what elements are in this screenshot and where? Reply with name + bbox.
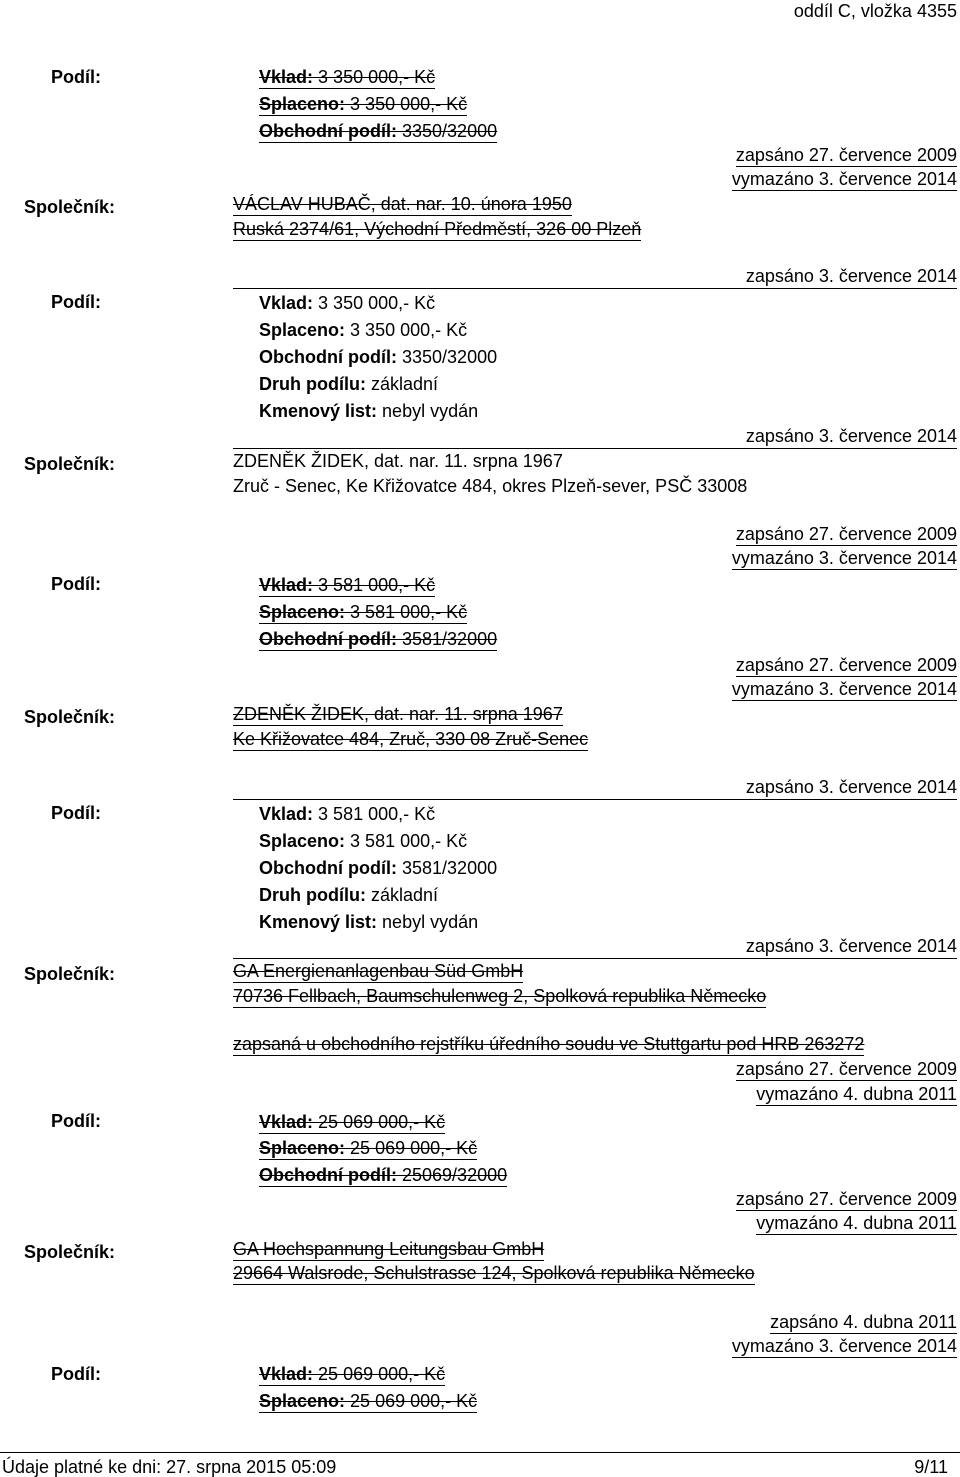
divider <box>233 288 957 289</box>
spolecnik-label: Společník: <box>24 964 116 984</box>
p3-obchodni: Obchodní podíl: 3581/32000 <box>259 629 498 649</box>
p4-kmenovy: Kmenový list: nebyl vydán <box>259 912 479 932</box>
p6-splaceno: Splaceno: 25 069 000,- Kč <box>259 1391 478 1411</box>
p2-zapsano: zapsáno 3. července 2014 <box>745 266 957 286</box>
spolecnik-label: Společník: <box>24 707 116 727</box>
s3-line1: ZDENĚK ŽIDEK, dat. nar. 11. srpna 1967 <box>233 704 563 724</box>
p3-zapsano: zapsáno 27. července 2009 <box>735 524 957 544</box>
s4-line1: GA Energienanlagenbau Süd GmbH <box>233 961 524 981</box>
p6-vymazano: vymazáno 3. července 2014 <box>731 1336 957 1356</box>
s1-line1: VÁCLAV HUBAČ, dat. nar. 10. února 1950 <box>233 194 572 214</box>
p2-splaceno: Splaceno: 3 350 000,- Kč <box>259 320 468 340</box>
s2-zapsano: zapsáno 3. července 2014 <box>745 426 957 446</box>
s3-vymazano: vymazáno 3. července 2014 <box>731 679 957 699</box>
s5-vymazano: vymazáno 4. dubna 2011 <box>756 1213 957 1233</box>
p3-splaceno: Splaceno: 3 581 000,- Kč <box>259 602 468 622</box>
footer-page-number: 9/11 <box>914 1457 948 1477</box>
p2-obchodni: Obchodní podíl: 3350/32000 <box>259 347 498 367</box>
p3-vymazano: vymazáno 3. července 2014 <box>731 548 957 568</box>
divider <box>233 958 957 959</box>
p6-zapsano: zapsáno 4. dubna 2011 <box>770 1312 957 1332</box>
p5-vymazano: vymazáno 4. dubna 2011 <box>756 1084 957 1104</box>
podil-label: Podíl: <box>51 803 101 823</box>
p4-splaceno: Splaceno: 3 581 000,- Kč <box>259 831 468 851</box>
s4-line2: 70736 Fellbach, Baumschulenweg 2, Spolková republika Německo <box>233 986 767 1006</box>
s4-line3: zapsaná u obchodního rejstříku úředního soudu ve Stuttgartu pod HRB 263272 <box>233 1034 865 1054</box>
p4-zapsano: zapsáno 3. července 2014 <box>745 777 957 797</box>
podil-label: Podíl: <box>51 67 101 87</box>
p2-vklad: Vklad: 3 350 000,- Kč <box>259 293 436 313</box>
p2-druh: Druh podílu: základní <box>259 374 439 394</box>
s5-line2: 29664 Walsrode, Schulstrasse 124, Spolková republika Německo <box>233 1263 755 1283</box>
s2-line2: Zruč - Senec, Ke Křižovatce 484, okres Plzeň-sever, PSČ 33008 <box>233 476 748 496</box>
p5-obchodni: Obchodní podíl: 25069/32000 <box>259 1165 508 1185</box>
p5-zapsano: zapsáno 27. července 2009 <box>735 1059 957 1079</box>
p4-druh: Druh podílu: základní <box>259 885 439 905</box>
p4-obchodni: Obchodní podíl: 3581/32000 <box>259 858 498 878</box>
s1-line2: Ruská 2374/61, Východní Předměstí, 326 00 Plzeň <box>233 219 642 239</box>
p4-vklad: Vklad: 3 581 000,- Kč <box>259 804 436 824</box>
divider <box>233 448 957 449</box>
podil-label: Podíl: <box>51 292 101 312</box>
page-header: oddíl C, vložka 4355 <box>793 1 957 21</box>
podil-label: Podíl: <box>51 1364 101 1384</box>
spolecnik-label: Společník: <box>24 197 116 217</box>
p6-vklad: Vklad: 25 069 000,- Kč <box>259 1364 446 1384</box>
s2-line1: ZDENĚK ŽIDEK, dat. nar. 11. srpna 1967 <box>233 451 563 471</box>
p5-vklad: Vklad: 25 069 000,- Kč <box>259 1112 446 1132</box>
s5-zapsano: zapsáno 27. července 2009 <box>735 1189 957 1209</box>
p1-obchodni: Obchodní podíl: 3350/32000 <box>259 121 498 141</box>
s1-zapsano: zapsáno 27. července 2009 <box>735 145 957 165</box>
podil-label: Podíl: <box>51 574 101 594</box>
p2-kmenovy: Kmenový list: nebyl vydán <box>259 401 479 421</box>
s4-zapsano: zapsáno 3. července 2014 <box>745 936 957 956</box>
podil-label: Podíl: <box>51 1111 101 1131</box>
spolecnik-label: Společník: <box>24 1242 116 1262</box>
spolecnik-label: Společník: <box>24 454 116 474</box>
p1-vklad: Vklad: 3 350 000,- Kč <box>259 67 436 87</box>
p3-vklad: Vklad: 3 581 000,- Kč <box>259 575 436 595</box>
footer-valid-date: Údaje platné ke dni: 27. srpna 2015 05:09 <box>2 1457 337 1477</box>
s3-zapsano: zapsáno 27. července 2009 <box>735 655 957 675</box>
p1-splaceno: Splaceno: 3 350 000,- Kč <box>259 94 468 114</box>
footer-divider <box>0 1452 960 1453</box>
divider <box>233 799 957 800</box>
s1-vymazano: vymazáno 3. července 2014 <box>731 169 957 189</box>
p5-splaceno: Splaceno: 25 069 000,- Kč <box>259 1138 478 1158</box>
s3-line2: Ke Křižovatce 484, Zruč, 330 08 Zruč-Senec <box>233 729 589 749</box>
s5-line1: GA Hochspannung Leitungsbau GmbH <box>233 1239 545 1259</box>
